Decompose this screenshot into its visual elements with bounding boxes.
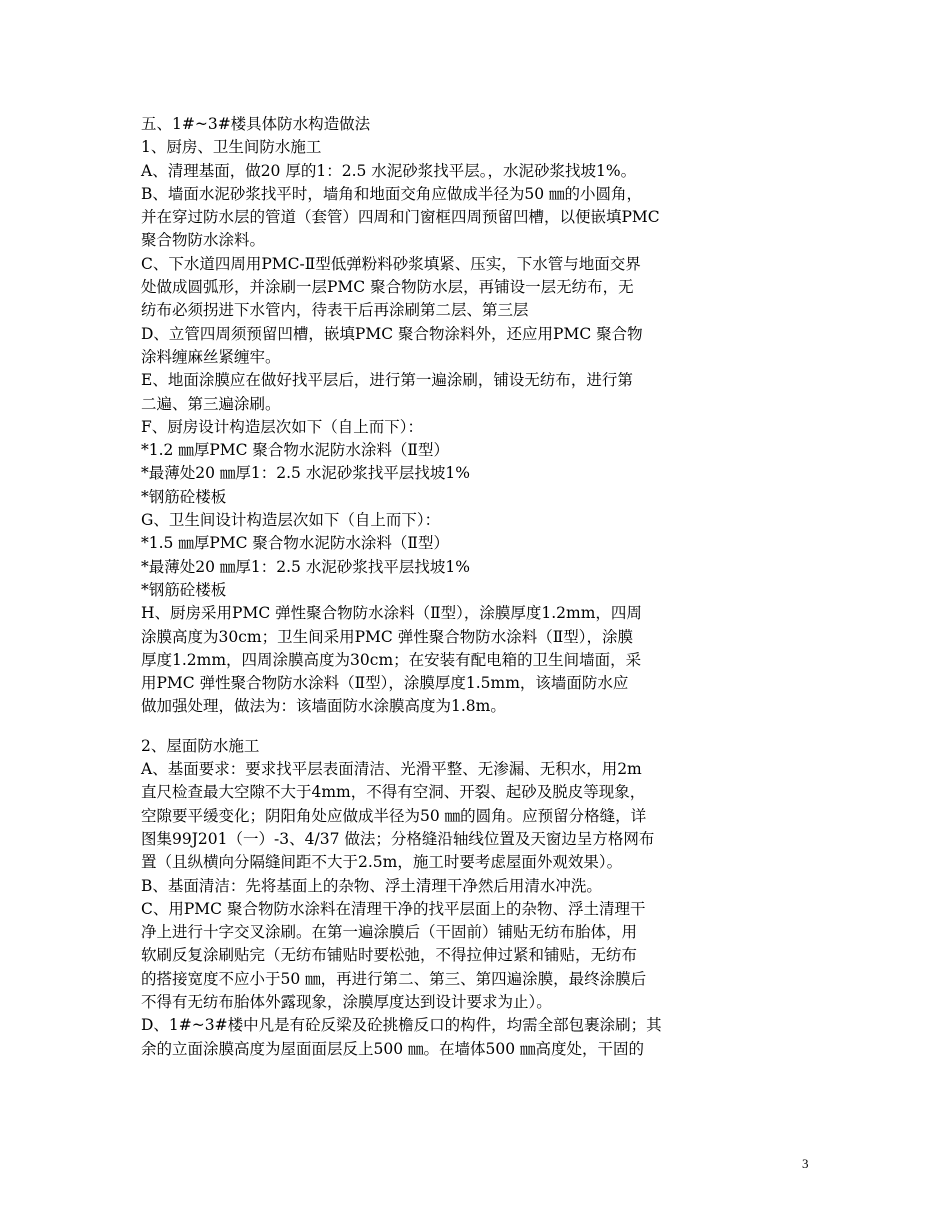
section-spacer — [141, 719, 761, 735]
page-number: 3 — [802, 1156, 809, 1171]
text-line: 不得有无纺布胎体外露现象，涂膜厚度达到设计要求为止）。 — [141, 992, 552, 1011]
text-line: A、基面要求：要求找平层表面清洁、光滑平整、无渗漏、无积水，用2m — [141, 760, 642, 779]
text-line: C、下水道四周用PMC-Ⅱ型低弹粉料砂浆填紧、压实，下水管与地面交界 — [141, 254, 641, 273]
document-body — [141, 113, 761, 1061]
text-line: *钢筋砼楼板 — [141, 487, 227, 506]
text-line: 余的立面涂膜高度为屋面面层反上500 ㎜。在墙体500 ㎜高度处，干固的 — [141, 1039, 645, 1058]
text-line: B、基面清洁：先将基面上的杂物、浮土清理干净然后用清水冲洗。 — [141, 876, 602, 895]
text-line: 软刷反复涂刷贴完（无纺布铺贴时要松弛，不得拉伸过紧和铺贴，无纺布 — [141, 946, 638, 965]
text-line: *钢筋砼楼板 — [141, 580, 227, 599]
text-line: E、地面涂膜应在做好找平层后，进行第一遍涂刷，铺设无纺布，进行第 — [141, 371, 633, 390]
roof-waterproofing-section — [141, 735, 761, 1061]
text-line: *最薄处20 ㎜厚1：2.5 水泥砂浆找平层找坡1% — [141, 557, 470, 576]
text-line: D、1#~3#楼中凡是有砼反梁及砼挑檐反口的构件，均需全部包裹涂刷；其 — [141, 1016, 662, 1035]
text-line: 直尺检查最大空隙不大于4mm，不得有空洞、开裂、起砂及脱皮等现象， — [141, 783, 646, 802]
text-line: 涂料缠麻丝紧缠牢。 — [141, 347, 281, 366]
text-line: F、厨房设计构造层次如下（自上而下）： — [141, 417, 424, 436]
text-line: *1.5 ㎜厚PMC 聚合物水泥防水涂料（Ⅱ型） — [141, 534, 449, 553]
text-line: 五、1#~3#楼具体防水构造做法 — [141, 115, 371, 133]
text-line: 聚合物防水涂料。 — [141, 231, 266, 250]
text-line: 的搭接宽度不应小于50 ㎜，再进行第二、第三、第四遍涂膜，最终涂膜后 — [141, 969, 647, 988]
text-line: G、卫生间设计构造层次如下（自上而下）： — [141, 511, 441, 530]
text-line: *1.2 ㎜厚PMC 聚合物水泥防水涂料（Ⅱ型） — [141, 441, 449, 460]
text-line: 二遍、第三遍涂刷。 — [141, 394, 281, 413]
text-line: B、墙面水泥砂浆找平时，墙角和地面交角应做成半径为50 ㎜的小圆角， — [141, 184, 643, 203]
text-line: D、立管四周须预留凹槽，嵌填PMC 聚合物涂料外，还应用PMC 聚合物 — [141, 324, 643, 343]
text-line: 1、厨房、卫生间防水施工 — [141, 138, 322, 157]
text-line: A、清理基面，做20 厚的1：2.5 水泥砂浆找平层。，水泥砂浆找坡1%。 — [141, 161, 637, 180]
text-line: 图集99J201（一）-3、4/37 做法；分格缝沿轴线位置及天窗边呈方格网布 — [141, 829, 655, 848]
text-line: 并在穿过防水层的管道（套管）四周和门窗框四周预留凹槽，以便嵌填PMC — [141, 208, 660, 227]
text-line: 厚度1.2mm，四周涂膜高度为30cm；在安装有配电箱的卫生间墙面，采 — [141, 650, 642, 669]
text-line: H、厨房采用PMC 弹性聚合物防水涂料（Ⅱ型），涂膜厚度1.2mm，四周 — [141, 604, 642, 623]
text-line: *最薄处20 ㎜厚1：2.5 水泥砂浆找平层找坡1% — [141, 464, 470, 483]
text-line: 置（且纵横向分隔缝间距不大于2.5m，施工时要考虑屋面外观效果）。 — [141, 853, 623, 872]
kitchen-bathroom-waterproofing-section — [141, 113, 761, 719]
text-line: 空隙要平缓变化；阴阳角处应做成半径为50 ㎜的圆角。应预留分格缝，详 — [141, 806, 647, 825]
text-line: 做加强处理，做法为：该墙面防水涂膜高度为1.8m。 — [141, 697, 506, 716]
text-line: 处做成圆弧形，并涂刷一层PMC 聚合物防水层，再铺设一层无纺布，无 — [141, 278, 634, 297]
text-line: 2、屋面防水施工 — [141, 736, 260, 755]
text-line: 涂膜高度为30cm；卫生间采用PMC 弹性聚合物防水涂料（Ⅱ型），涂膜 — [141, 627, 633, 646]
text-line: 用PMC 弹性聚合物防水涂料（Ⅱ型），涂膜厚度1.5mm，该墙面防水应 — [141, 674, 629, 693]
text-line: 净上进行十字交叉涂刷。在第一遍涂膜后（干固前）铺贴无纺布胎体，用 — [141, 923, 638, 942]
text-line: 纺布必须拐进下水管内，待表干后再涂刷第二层、第三层 — [141, 301, 529, 320]
text-line: C、用PMC 聚合物防水涂料在清理干净的找平层面上的杂物、浮土清理干 — [141, 899, 646, 918]
